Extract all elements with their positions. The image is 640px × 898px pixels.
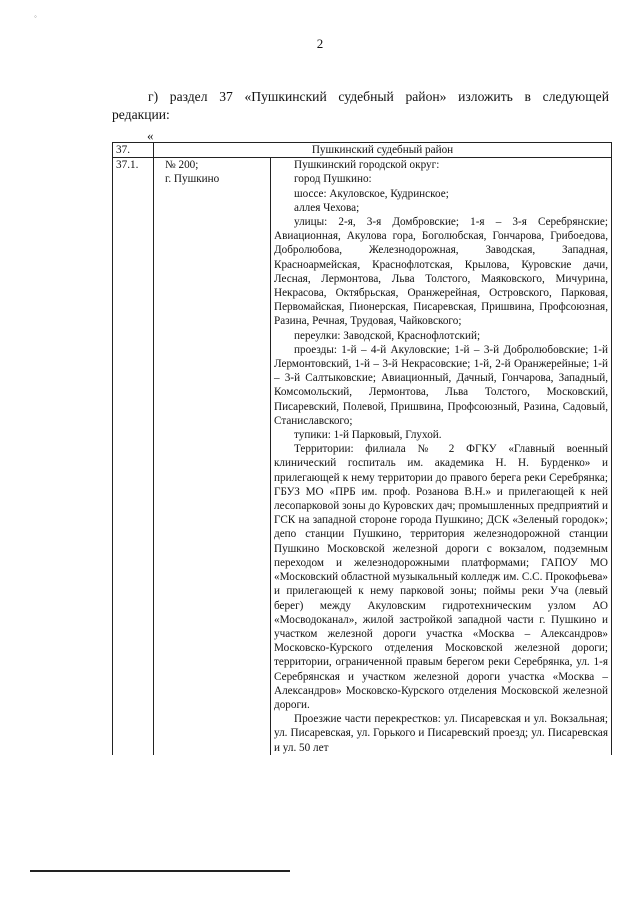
intro-paragraph xyxy=(112,88,609,124)
deadends-line: тупики: 1-й Парковый, Глухой. xyxy=(294,429,442,442)
section-number-cell: 37. xyxy=(113,143,154,158)
table-header-row xyxy=(113,143,612,158)
opening-quote: « xyxy=(147,128,154,143)
territory-cell xyxy=(271,158,612,755)
crossings-paragraph: Проезжие части перекрестков: ул. Писаревская и ул. Вокзальная; ул. Писаревская, ул. Горького и Писаревский проезд; ул. Писаревская и ул. 50 лет xyxy=(274,713,608,754)
page-number: 2 xyxy=(316,36,324,51)
court-district-table xyxy=(112,142,612,755)
intro-line-1: г) раздел 37 «Пушкинский судебный район» изложить в следующей xyxy=(148,89,609,104)
district-city: г. Пушкино xyxy=(165,173,220,186)
section-title-cell: Пушкинский судебный район xyxy=(154,143,612,158)
scan-speck: ◦ xyxy=(34,12,37,21)
territories-paragraph: Территории: филиала № 2 ФГКУ «Главный военный клинический госпиталь им. академика Н. Н. Бурденко» и прилегающей к нему территории до правого берега реки Серебрянка; ГБУЗ МО «ПРБ им. проф. Розанова В.Н.» и прилегающей к ней лесопарковой зоны до Куровских дач; промышленных предприятий и ГСК на западной стороне города Пушкино; ДСК «Зеленый городок»; депо станции Пушкино, территория железнодорожной станции Пушкино Московской железной дороги с вокзалом, подземным переходом и железнодорожными платформами; ГАПОУ МО «Московский областной музыкальный колледж им. С.С. Прокофьева» и прилегающей к нему парковой зоны; поймы реки Уча (левый берег) между Акуловским гидротехническим узлом АО «Мосводоканал», жилой застройкой западной части г. Пушкино и участком железной дороги участка «Москва – Александров» Московско-Курского отделения Московской железной дороги; территории, ограниченной правым берегом реки Серебрянка, ул. 1-я Серебрянская и участком железной дороги участка «Москва – Александров» Московско-Курского отделения Московской железной дороги. xyxy=(274,443,608,711)
highways-line: шоссе: Акуловское, Кудринское; xyxy=(294,187,449,200)
table-row xyxy=(113,158,612,755)
passages-paragraph: проезды: 1-й – 4-й Акуловские; 1-й – 3-й Добролюбовские; 1-й Лермонтовский, 1-й – 3-й Некрасовские; 1-й, 2-й Оранжерейные; 1-й – 3-й Салтыковские; Авиационный, Дачный, Гончарова, Западный, Комсомольский, Лермонтова, Льва Толстого, Московский, Писаревский, Полевой, Пришвина, Профсоюзный, Разина, Садовый, Станиславского; xyxy=(274,343,608,427)
intro-line-2: редакции: xyxy=(112,107,170,122)
lanes-line: переулки: Заводской, Краснофлотский; xyxy=(294,329,481,342)
page-bottom-rule xyxy=(30,870,290,872)
okrug-line: Пушкинский городской округ: xyxy=(294,159,440,172)
city-line: город Пушкино: xyxy=(294,173,372,186)
row-number-cell: 37.1. xyxy=(113,158,154,755)
streets-paragraph: улицы: 2-я, 3-я Домбровские; 1-я – 3-я Серебрянские; Авиационная, Акулова гора, Боголюбская, Гончарова, Грибоедова, Добролюбова, Железнодорожная, Заводская, Западная, Красноармейская, Краснофлотская, Крылова, Куровские дачи, Лесная, Лермонтова, Льва Толстого, Маяковского, Мичурина, Некрасова, Октябрьская, Оранжерейная, Островского, Парковая, Первомайская, Пионерская, Писаревская, Пришвина, Профсоюзная, Разина, Речная, Трудовая, Чайковского; xyxy=(274,216,608,328)
alley-line: аллея Чехова; xyxy=(294,201,360,214)
district-number: № 200; xyxy=(165,159,199,172)
district-cell xyxy=(154,158,271,755)
